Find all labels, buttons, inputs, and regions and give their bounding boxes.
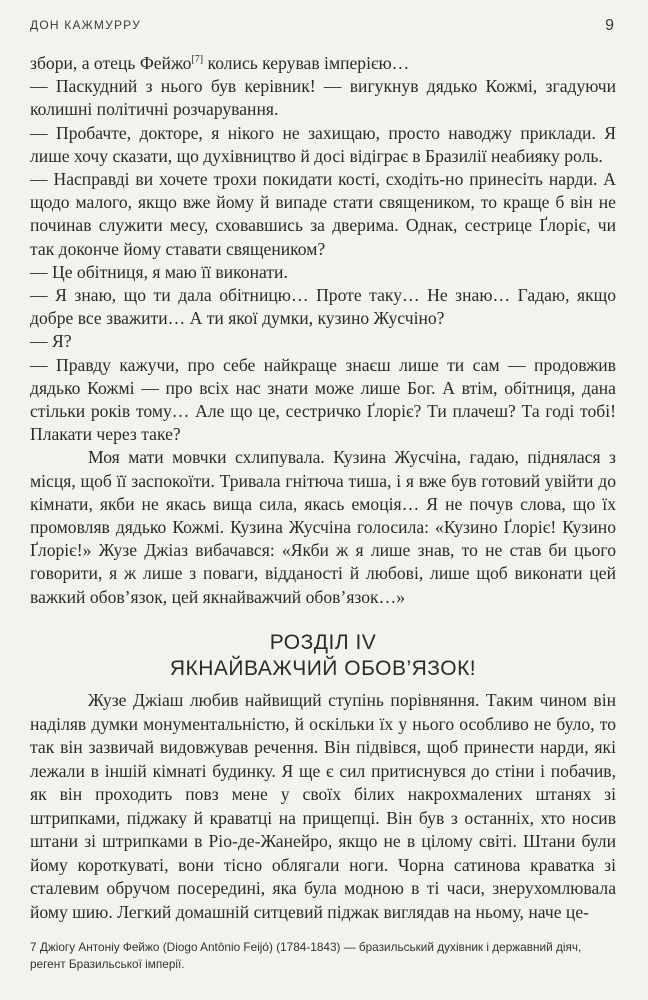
chapter-title: ЯКНАЙВАЖЧИЙ ОБОВ’ЯЗОК! (169, 657, 477, 680)
chapter-number: РОЗДІЛ IV (269, 631, 377, 654)
paragraph-text-tail: колись керував імперією… (203, 53, 410, 73)
chapter-heading (30, 630, 616, 682)
body-text (30, 52, 616, 609)
footnote: 7 Джіогу Антоніу Фейжо (Diogo Antônio Feijó) (1784-1843) — бразильський духівник і державний діяч, регент Бразильської імперії. (30, 940, 582, 971)
paragraph: — Я знаю, що ти дала обітницю… Проте таку… Не знаю… Гадаю, якщо добре все зважити… А ти якої думки, кузино Жусчіно? (30, 285, 616, 329)
paragraph: — Насправді ви хочете трохи покидати кості, сходіть-но принесіть нарди. А щодо малого, якщо вже йому й випаде стати священиком, то краще б він не починав служити месу, сховавшись за дверима. Однак, сестрице Ґлоріє, чи так доконче йому ставати священиком? (30, 169, 616, 259)
footnote-ref[interactable]: [7] (191, 54, 204, 66)
page-number: 9 (605, 17, 614, 34)
paragraph: Жузе Джіаш любив найвищий ступінь порівняння. Таким чином він наділяв думки монументальністю, й оскільки їх у нього особливо не було, то так він зазвичай видовжував речення. Він підвівся, щоб принести нарди, які лежали в іншій кімнаті будинку. Я ще є сил притиснувся до стіни і побачив, як він проходить повз мене у своїх білих накрохмалених штанях зі штрипками, піджаку й краватці на прищепці. Він був з останніх, хто носив штани зі штрипками в Ріо-де-Жанейро, якщо не в цілому світі. Штани були йому короткуваті, вони тісно облягали ноги. Чорна сатинова краватка зі сталевим обручом посередині, яка була модною в ті часи, знерухомлювала йому шию. Легкий домашній ситцевий піджак виглядав на ньому, наче це- (30, 690, 616, 922)
paragraph-text: збори, а отець Фейжо (30, 53, 192, 73)
paragraph: — Правду кажучи, про себе найкраще знаєш лише ти сам — продовжив дядько Кожмі — про всіх нас знати може лише Бог. А втім, обітниця, дана стільки років тому… Але що це, сестричко Ґлоріє? Ти плачеш? Та годі тобі! Плакати через таке? (30, 354, 616, 445)
paragraph: — Я? (30, 331, 72, 352)
chapter-body (30, 689, 616, 924)
paragraph (30, 52, 616, 75)
paragraph: — Це обітниця, я маю її виконати. (30, 261, 288, 282)
paragraph: — Паскудний з нього був керівник! — вигукнув дядько Кожмі, згадуючи колишні політичні розчарування. (30, 76, 616, 120)
paragraph: Моя мати мовчки схлипувала. Кузина Жусчіна, гадаю, піднялася з місця, щоб її заспокоїти. Тривала гнітюча тиша, і я вже був готовий увійти до кімнати, якби не якась вища сила, якась емоція… Я не почув слова, що їх промовляв дядько Кожмі. Кузина Жусчіна голосила: «Кузино Ґлоріє! Кузино Ґлоріє!» Жузе Джіаз вибачався: «Якби ж я лише знав, то не став би цього говорити, я ж лише з поваги, відданості й любові, лише щоб виконати цей важкий обов’язок, цей якнайважчий обов’язок…» (30, 447, 616, 607)
paragraph: — Пробачте, докторе, я нікого не захищаю, просто наводжу приклади. Я лише хочу сказати, що духівництво й досі відіграє в Бразилії неабияку роль. (30, 122, 616, 166)
running-head: ДОН КАЖМУРРУ (30, 18, 141, 32)
